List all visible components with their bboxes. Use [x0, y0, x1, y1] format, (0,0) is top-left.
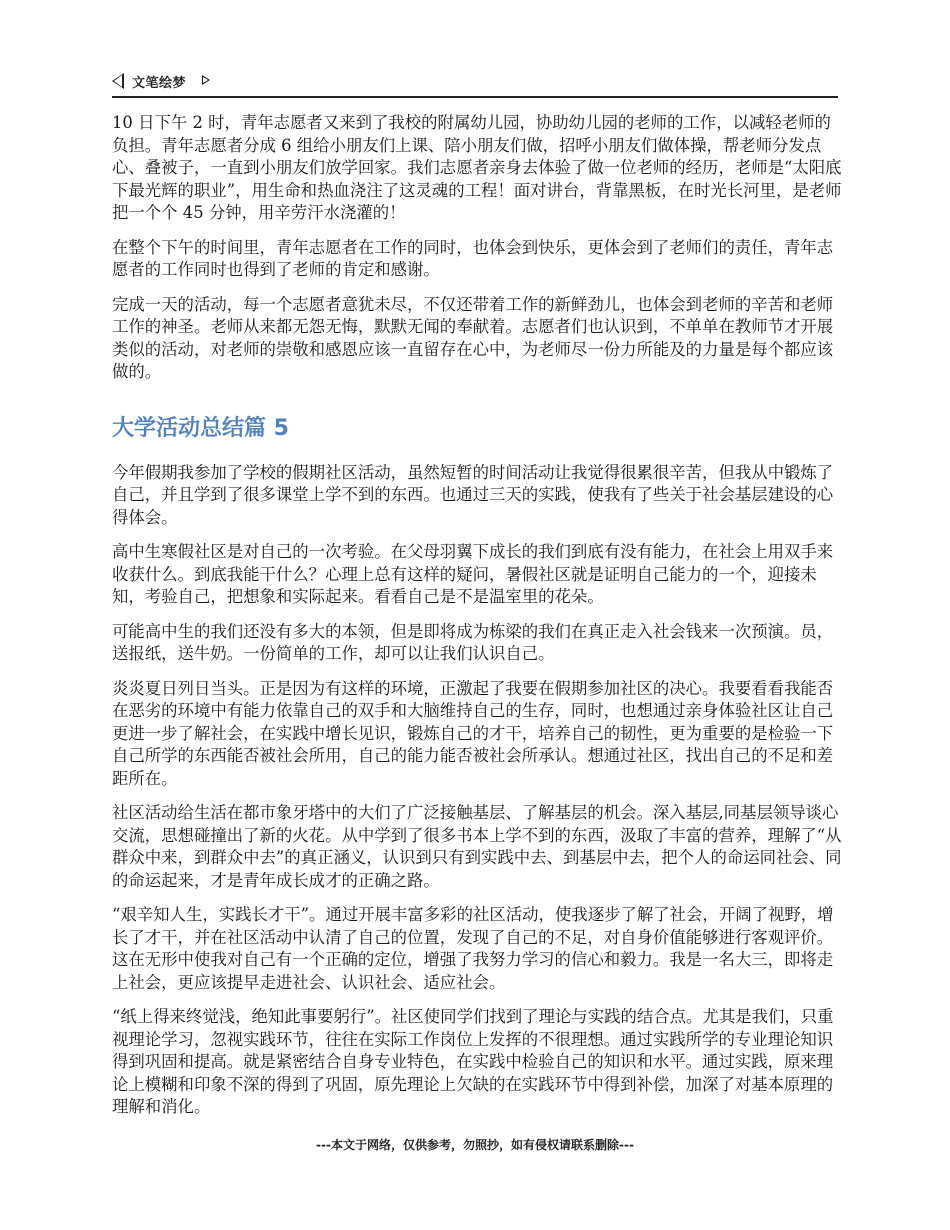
page-header: [112, 70, 838, 98]
triangle-right-icon: [202, 75, 210, 85]
section-heading: 大学活动总结篇 5: [112, 415, 289, 441]
triangle-left-icon: [112, 73, 124, 89]
paragraph: 今年假期我参加了学校的假期社区活动，虽然短暂的时间活动让我觉得很累很辛苦，但我从中锻炼了自己，并且学到了很多课堂上学不到的东西。也通过三天的实践，使我有了些关于社会基层建设的心得体会。: [112, 462, 834, 527]
paragraph: 10 日下午 2 时，青年志愿者又来到了我校的附属幼儿园，协助幼儿园的老师的工作，以减轻老师的负担。青年志愿者分成 6 组给小朋友们上课、陪小朋友们做，招呼小朋友们做体操，帮老师分发点心、叠被子，一直到小朋友们放学回家。我们志愿者亲身去体验了做一位老师的经历，老师是“太阳底下最光辉的职业”，用生命和热血浇注了这灵魂的工程！面对讲台，背靠黑板，在时光长河里，是老师把一个个 45 分钟，用辛劳汗水浇灌的！: [112, 113, 842, 222]
paragraph: 在整个下午的时间里，青年志愿者在工作的同时，也体会到快乐，更体会到了老师们的责任，青年志愿者的工作同时也得到了老师的肯定和感谢。: [112, 237, 834, 279]
header-title: 文笔绘梦: [132, 76, 187, 91]
paragraph: 社区活动给生活在都市象牙塔中的大们了广泛接触基层、了解基层的机会。深入基层,同基层领导谈心交流，思想碰撞出了新的火花。从中学到了很多书本上学不到的东西，汲取了丰富的营养，理解了“从群众中来，到群众中去”的真正涵义，认识到只有到实践中去、到基层中去，把个人的命运同社会、同的命运起来，才是青年成长成才的正确之路。: [112, 803, 842, 890]
document-body: [112, 112, 842, 1131]
paragraph: 炎炎夏日列日当头。正是因为有这样的环境，正激起了我要在假期参加社区的决心。我要看看我能否在恶劣的环境中有能力依靠自己的双手和大脑维持自己的生存，同时，也想通过亲身体验社区让自己更进一步了解社会，在实践中增长见识，锻炼自己的才干，培养自己的韧性，更为重要的是检验一下自己所学的东西能否被社会所用，自己的能力能否被社会所承认。想通过社区，找出自己的不足和差距所在。: [112, 678, 834, 788]
paragraph: 高中生寒假社区是对自己的一次考验。在父母羽翼下成长的我们到底有没有能力，在社会上用双手来收获什么。到底我能干什么？心理上总有这样的疑问，暑假社区就是证明自己能力的一个，迎接未知，考验自己，把想象和实际起来。看看自己是不是温室里的花朵。: [112, 542, 834, 606]
page-footer: ---本文于网络，仅供参考，勿照抄，如有侵权请联系删除---: [316, 1138, 634, 1152]
paragraph: 可能高中生的我们还没有多大的本领，但是即将成为栋梁的我们在真正走入社会钱来一次预演。员，送报纸，送牛奶。一份简单的工作，却可以让我们认识自己。: [112, 621, 834, 663]
paragraph: “纸上得来终觉浅，绝知此事要躬行”。社区使同学们找到了理论与实践的结合点。尤其是我们，只重视理论学习，忽视实践环节，往往在实际工作岗位上发挥的不很理想。通过实践所学的专业理论知识得到巩固和提高。就是紧密结合自身专业特色，在实践中检验自己的知识和水平。通过实践，原来理论上模糊和印象不深的得到了巩固，原先理论上欠缺的在实践环节中得到补偿，加深了对基本原理的理解和消化。: [112, 1007, 834, 1116]
paragraph: 完成一天的活动，每一个志愿者意犹未尽，不仅还带着工作的新鲜劲儿，也体会到老师的辛苦和老师工作的神圣。老师从来都无怨无悔，默默无闻的奉献着。志愿者们也认识到，不单单在教师节才开展类似的活动，对老师的崇敬和感恩应该一直留存在心中，为老师尽一份力所能及的力量是每个都应该做的。: [112, 294, 834, 381]
paragraph: “艰辛知人生，实践长才干”。通过开展丰富多彩的社区活动，使我逐步了解了社会，开阔了视野，增长了才干，并在社区活动中认清了自己的位置，发现了自己的不足，对自身价值能够进行客观评价。这在无形中使我对自己有一个正确的定位，增强了我努力学习的信心和毅力。我是一名大三，即将走上社会，更应该提早走进社会、认识社会、适应社会。: [112, 905, 834, 992]
